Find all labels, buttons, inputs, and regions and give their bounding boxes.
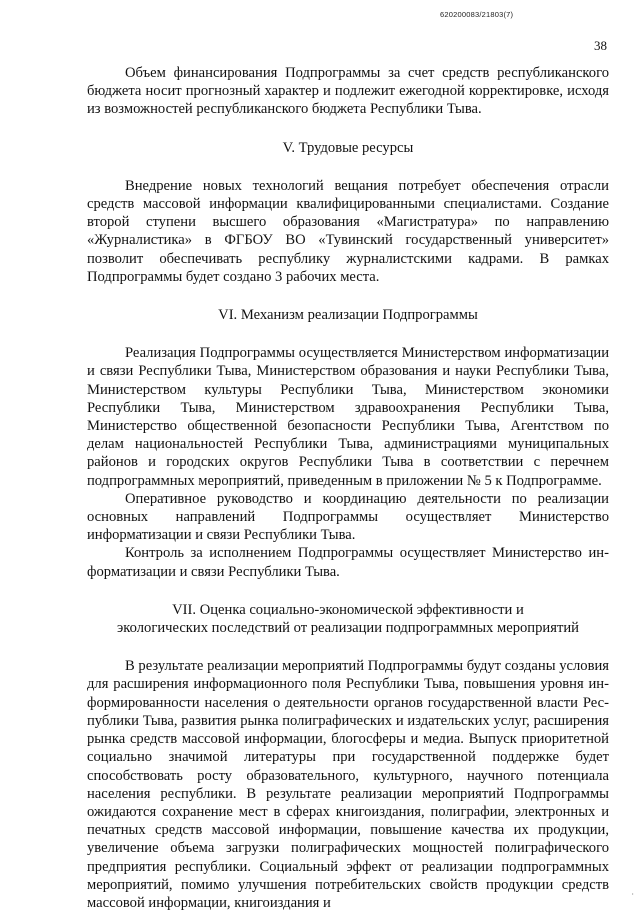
section-heading-labor-resources: V. Трудовые ресурсы — [282, 139, 414, 156]
section-heading-assessment-line-2: экологических последствий от реализации подпрограммных мероприятий — [117, 620, 579, 637]
mechanism-paragraph-3: Контроль за исполнением Подпрограммы осуществляет Министерство информатизации и связи Республики Тыва. — [87, 545, 609, 580]
mechanism-paragraph-2: Оперативное руководство и координацию деятельности по реализации основных направлений Подпрограммы осуществляет Министерство информатизации и связи Республики Тыва. — [87, 490, 609, 544]
page-number: 38 — [594, 38, 607, 53]
section-heading-assessment — [87, 601, 609, 637]
mechanism-paragraph-1: Реализация Подпрограммы осуществляется Министерством информатизации и связи Республики Тыва, Министерством образования и науки Республики Тыва, Министерством культуры Республики Тыва, Министерством экономики Республики Тыва, Министерством здравоохранения Республики Тыва, Министерство общественной безопасности Республики Тыва, Агентством по делам национальностей Республики Тыва, администрациями муниципальных районов и городских округов Республики Тыва в соответствии с перечнем подпрограммных мероприятий, приведенным в приложении № 5 к Подпрограмме. — [87, 345, 609, 489]
labor-resources-paragraph: Внедрение новых технологий вещания потребует обеспечения отрасли средств массовой информации квалифицированными специалистами. Создание второй ступени высшего образования «Магистратура» по направлению «Журналистика» в ФГБОУ ВО «Тувинский государственный университет» позволит обеспечивать республику журналистскими кадрами. В рамках Подпрограммы будет создано 3 рабочих места. — [87, 177, 609, 285]
document-registration-number: 620200083/21803(7) — [440, 10, 514, 19]
financing-paragraph: Объем финансирования Подпрограммы за счет средств республиканского бюджета носит прогнозный характер и подлежит ежегодной корректировке, исходя из возможностей республиканского бюджета Республики Тыва. — [87, 65, 609, 118]
assessment-paragraph: В результате реализации мероприятий Подпрограммы будут созданы условия для расширения информационного поля Республики Тыва, повышения уровня информированности населения о деятельности органов государственной власти Республики Тыва, развития рынка полиграфических и издательских услуг, расширения рынка средств массовой информации, блогосферы и медиа. Выпуск приоритетной социально значимой литературы при государственной поддержке будет способствовать росту образовательного, культурного, научного потенциала населения республики. В результате реализации мероприятий Подпрограммы ожидаются сохранение мест в сферах книгоиздания, полиграфии, электронных и печатных средств массовой информации, повышение качества их продукции, увеличение объема загрузки полиграфических мощностей полиграфического предприятия республики. Социальный эффект от реализации подпрограммных мероприятий, помимо улучшения потребительских свойств продукции средств массовой информации, книгоиздания и — [87, 658, 609, 911]
section-heading-implementation-mechanism: VI. Механизм реализации Подпрограммы — [218, 307, 478, 324]
section-heading-assessment-line-1: VII. Оценка социально-экономической эффективности и — [172, 601, 524, 618]
corner-mark: · — [631, 890, 634, 899]
document-body — [87, 64, 609, 912]
